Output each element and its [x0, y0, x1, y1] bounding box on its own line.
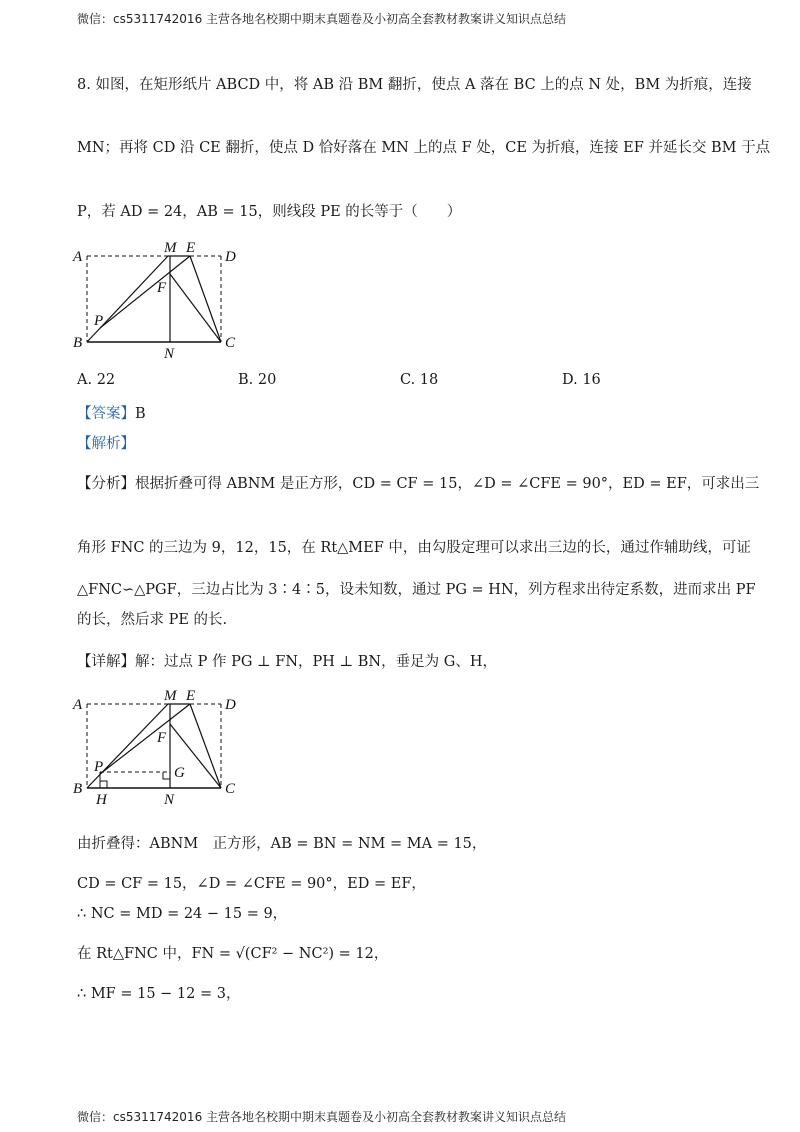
detail-tag: 【详解】 — [77, 654, 135, 670]
step-1: 由折叠得：ABNM 正方形，AB = BN = NM = MA = 15， — [77, 836, 487, 852]
step-2: CD = CF = 15，∠D = ∠CFE = 90°，ED = EF， — [77, 876, 426, 892]
fig2-segment-CE — [190, 704, 221, 788]
question-line-2: MN；再将 CD 沿 CE 翻折，使点 D 恰好落在 MN 上的点 F 处，CE 为折痕，连接 EF 并延长交 BM 于点 — [77, 140, 771, 156]
fig1-segment-CE — [190, 256, 221, 342]
page-footer: 微信：cs5311742016 主营各地名校期中期末真题卷及小初高全套教材教案讲义知识点总结 — [77, 1110, 567, 1124]
fig2-right-angle-G — [163, 772, 170, 779]
analysis-line-4: 的长，然后求 PE 的长. — [77, 612, 228, 628]
analysis-line-1 — [77, 472, 759, 493]
step-3: ∴ NC = MD = 24 − 15 = 9， — [77, 906, 288, 922]
fig1-label-E: E — [186, 240, 196, 256]
fig1-label-N: N — [164, 346, 175, 362]
option-a: A. 22 — [77, 372, 116, 388]
fig2-label-C: C — [225, 781, 236, 797]
fig2-label-G: G — [174, 765, 185, 781]
fig2-label-E: E — [186, 688, 196, 704]
fig1-label-M: M — [164, 240, 177, 256]
fig2-label-M: M — [164, 688, 177, 704]
fig2-label-F: F — [157, 730, 167, 746]
detail-text-1: 解：过点 P 作 PG ⊥ FN，PH ⊥ BN，垂足为 G、H， — [135, 654, 497, 670]
analysis-tag: 【解析】 — [77, 436, 135, 452]
option-d: D. 16 — [562, 372, 601, 388]
question-line-1: 8. 如图，在矩形纸片 ABCD 中，将 AB 沿 BM 翻折，使点 A 落在 BC 上的点 N 处，BM 为折痕，连接 — [77, 77, 752, 93]
analysis-subtag: 【分析】 — [77, 476, 135, 492]
fig2-label-B: B — [73, 781, 83, 797]
question-line-3: P，若 AD = 24，AB = 15，则线段 PE 的长等于（ ） — [77, 204, 462, 220]
fig2-label-A: A — [73, 697, 83, 713]
fig1-label-F: F — [157, 280, 167, 296]
fig1-label-C: C — [225, 335, 236, 351]
answer-line — [77, 402, 146, 423]
step-5: ∴ MF = 15 − 12 = 3， — [77, 986, 241, 1002]
fig2-segment-PE — [100, 704, 190, 774]
fig2-segment-BM — [87, 704, 168, 788]
step-4: 在 Rt△FNC 中，FN = √(CF² − NC²) = 12， — [77, 946, 389, 962]
fig1-segment-CF — [170, 274, 221, 342]
answer-tag: 【答案】 — [77, 406, 135, 422]
page-header: 微信：cs5311742016 主营各地名校期中期末真题卷及小初高全套教材教案讲义知识点总结 — [77, 12, 567, 26]
fig2-right-angle-H — [100, 781, 107, 788]
fig1-label-P: P — [94, 313, 104, 329]
fig1-segment-BM — [87, 256, 168, 342]
figure-2-geometry — [70, 688, 250, 813]
fig1-label-B: B — [73, 335, 83, 351]
detail-line-1 — [77, 650, 497, 671]
fig2-label-H: H — [96, 792, 107, 808]
option-b: B. 20 — [238, 372, 277, 388]
analysis-line-3: △FNC∽△PGF，三边占比为 3∶4∶5，设未知数，通过 PG = HN，列方程求出待定系数，进而求出 PF — [77, 582, 756, 598]
analysis-header — [77, 432, 135, 453]
fig1-label-D: D — [225, 249, 236, 265]
answer-value: B — [135, 406, 146, 422]
fig1-segment-PE — [100, 256, 190, 328]
fig1-label-A: A — [73, 249, 83, 265]
analysis-line-2: 角形 FNC 的三边为 9，12，15，在 Rt△MEF 中，由勾股定理可以求出三边的长，通过作辅助线，可证 — [77, 540, 751, 556]
fig2-label-D: D — [225, 697, 236, 713]
option-c: C. 18 — [400, 372, 439, 388]
figure-1-geometry — [70, 240, 250, 360]
analysis-text-1: 根据折叠可得 ABNM 是正方形，CD = CF = 15，∠D = ∠CFE = 90°，ED = EF，可求出三 — [135, 476, 760, 492]
fig2-label-P: P — [94, 759, 104, 775]
fig2-label-N: N — [164, 792, 175, 808]
